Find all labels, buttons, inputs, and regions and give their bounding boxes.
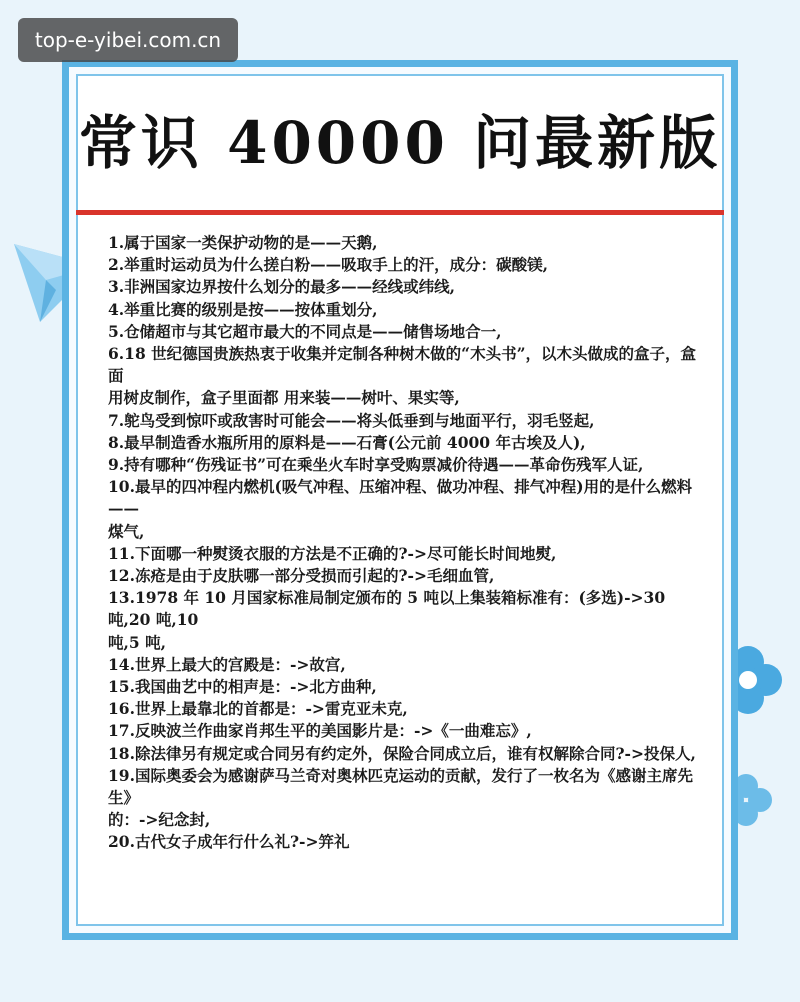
qa-list — [108, 232, 708, 854]
list-item: 10.最早的四冲程内燃机(吸气冲程、压缩冲程、做功冲程、排气冲程)用的是什么燃料—— — [108, 477, 693, 519]
title-divider — [76, 210, 724, 215]
list-item: 3.非洲国家边界按什么划分的最多——经线或纬线, — [108, 277, 456, 297]
list-item: 用树皮制作，盒子里面都 用来装——树叶、果实等, — [108, 388, 460, 408]
list-item: 17.反映波兰作曲家肖邦生平的美国影片是：->《一曲难忘》, — [108, 721, 532, 741]
list-item: 14.世界上最大的宫殿是：->故宫, — [108, 654, 346, 674]
list-item: 13.1978 年 10 月国家标准局制定颁布的 5 吨以上集装箱标准有：(多选)->30 吨,20 吨,10 — [108, 588, 671, 630]
page-title: 常识 40000 问最新版 — [78, 109, 722, 177]
list-item: 18.除法律另有规定或合同另有约定外，保险合同成立后，谁有权解除合同?->投保人, — [108, 743, 696, 763]
watermark-label: top-e-yibei.com.cn — [18, 18, 238, 62]
list-item: 2.举重时运动员为什么搓白粉——吸取手上的汗，成分：碳酸镁, — [108, 255, 549, 275]
list-item: 15.我国曲艺中的相声是：->北方曲种, — [108, 677, 377, 697]
list-item: 8.最早制造香水瓶所用的原料是——石膏(公元前 4000 年古埃及人), — [108, 432, 586, 452]
list-item: 吨,5 吨, — [108, 632, 166, 652]
list-item: 的：->纪念封, — [108, 810, 211, 830]
list-item: 4.举重比赛的级别是按——按体重划分, — [108, 299, 378, 319]
list-item: 20.古代女子成年行什么礼?->笄礼 — [108, 832, 350, 852]
list-item: 11.下面哪一种熨烫衣服的方法是不正确的?->尽可能长时间地熨, — [108, 543, 557, 563]
list-item: 9.持有哪种“伤残证书”可在乘坐火车时享受购票减价待遇——革命伤残军人证, — [108, 455, 644, 475]
list-item: 6.18 世纪德国贵族热衷于收集并定制各种树木做的“木头书”，以木头做成的盒子，盒面 — [108, 344, 696, 386]
list-item: 1.属于国家一类保护动物的是——天鹅, — [108, 233, 378, 252]
list-item: 煤气, — [108, 521, 145, 541]
list-item: 19.国际奥委会为感谢萨马兰奇对奥林匹克运动的贡献，发行了一枚名为《感谢主席先生》 — [108, 765, 693, 808]
list-item: 7.鸵鸟受到惊吓或敌害时可能会——将头低垂到与地面平行，羽毛竖起, — [108, 410, 595, 430]
list-item: 5.仓储超市与其它超市最大的不同点是——储售场地合一, — [108, 321, 502, 341]
list-item: 12.冻疮是由于皮肤哪一部分受损而引起的?->毛细血管, — [108, 566, 495, 586]
list-item: 16.世界上最靠北的首都是：->雷克亚未克, — [108, 699, 408, 719]
